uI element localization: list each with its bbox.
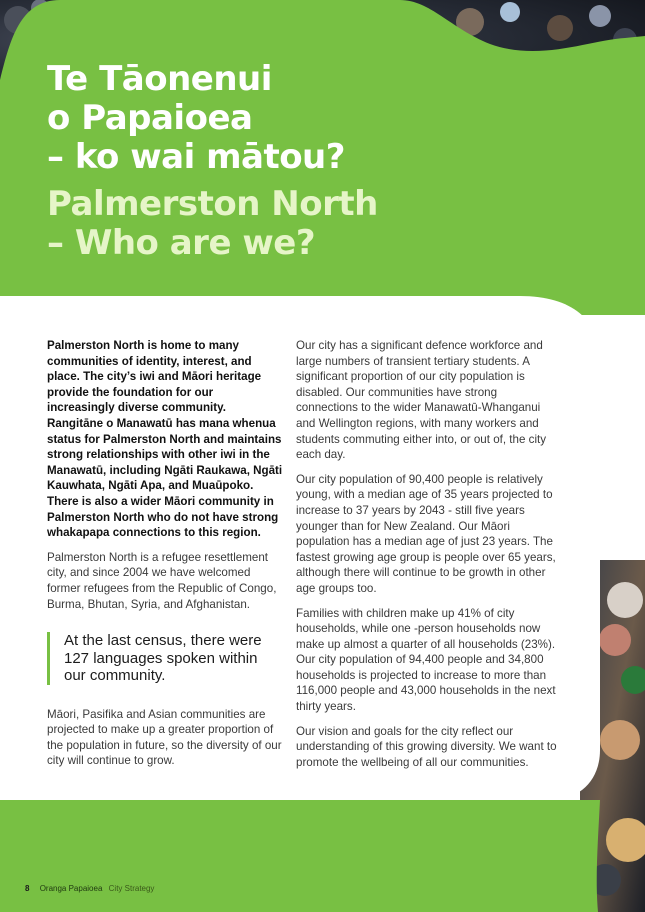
page-number: 8: [25, 884, 30, 893]
title-english-line-1: Palmerston North: [47, 184, 378, 224]
title-english-line-2: – Who are we?: [47, 223, 316, 263]
diversity-paragraph: Māori, Pasifika and Asian communities are projected to make up a greater proportion of the population in future, so the diversity of our city will continue to grow.: [47, 707, 282, 768]
section-name: City Strategy: [108, 884, 155, 893]
page-footer: [25, 884, 154, 893]
title-maori-line-2: o Papaioea: [47, 98, 253, 138]
refugee-paragraph: Palmerston North is a refugee resettlement city, and since 2004 we have welcomed former refugees from the Republic of Congo, Burma, Bhutan, Syria, and Afghanistan.: [47, 550, 277, 611]
vision-paragraph: Our vision and goals for the city reflect our understanding of this growing diversity. We want to promote the wellbeing of all our communities.: [296, 724, 557, 769]
title-block: [47, 60, 607, 263]
intro-paragraph: Palmerston North is home to many communities of identity, interest, and place. The city’s iwi and Māori heritage provide the foundation for our increasingly diverse community. Rangitāne o Manawatū has mana whenua status for Palmerston North and maintains strong relationships with other iwi in the Manawatū, including Ngāti Raukawa, Ngāti Kauwhata, Ngāti Apa, and Muaūpoko. There is also a wider Māori community in Palmerston North who do not have strong whakapapa connections to this region.: [47, 339, 283, 540]
green-bottom-shape: [0, 800, 600, 912]
title-maori-line-1: Te Tāonenui: [47, 59, 272, 99]
households-paragraph: Families with children make up 41% of city households, while one -person households now make up almost a quarter of all households (23%). Our city population of 94,400 people and 34,800 households is projected to increase to more than 116,000 people and 43,000 households in the next thirty years.: [296, 606, 556, 714]
right-column: [296, 338, 558, 770]
pull-quote: At the last census, there were 127 languages spoken within our community.: [47, 632, 283, 685]
workforce-paragraph: Our city has a significant defence workforce and large numbers of transient tertiary students. A significant proportion of our city population is disabled. Our communities have strong connections to the wider Manawatū-Whanganui and Wellington regions, with many workers and students commuting either into, or out of, the city each day.: [296, 339, 547, 462]
title-maori-line-3: – ko wai mātou?: [47, 137, 345, 177]
left-column: [47, 338, 283, 769]
title-maori: [47, 60, 607, 177]
publication-name: Oranga Papaioea: [39, 884, 103, 893]
population-paragraph: Our city population of 90,400 people is relatively young, with a median age of 35 years projected to increase to 37 years by 2043 - still five years younger than for New Zealand. Our Māori population has a median age of just 23 years. The fastest growing age group is people over 65 years, although there will continue to be growth in other age groups too.: [296, 472, 556, 595]
title-english: [47, 185, 607, 263]
